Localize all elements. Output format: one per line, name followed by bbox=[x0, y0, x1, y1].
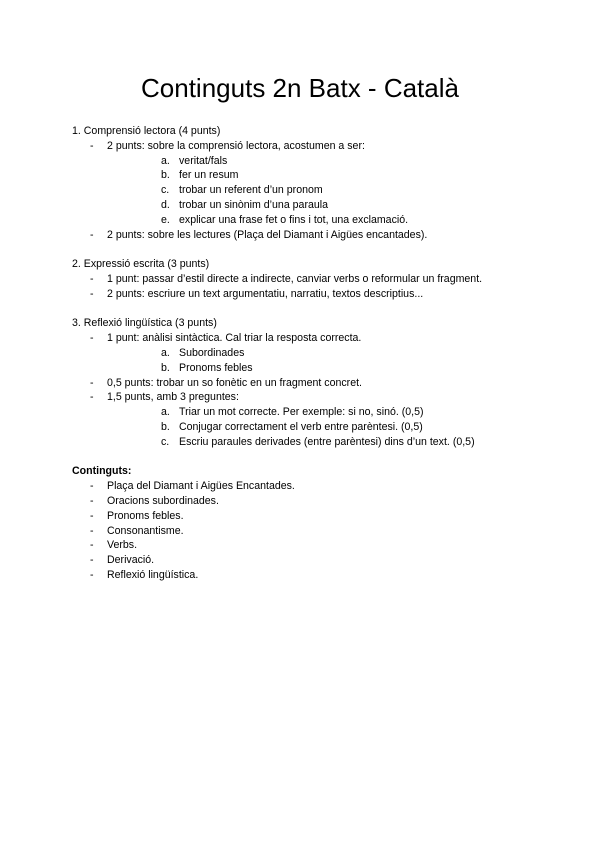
list-item bbox=[72, 509, 542, 524]
dash-bullet: - bbox=[90, 554, 94, 567]
dash-list bbox=[72, 139, 542, 243]
section-comprensio-lectora bbox=[72, 124, 542, 242]
list-item-text: Derivació. bbox=[107, 554, 155, 567]
dash-bullet: - bbox=[90, 376, 94, 389]
list-item-text: Pronoms febles. bbox=[107, 509, 184, 522]
list-item-text: 2 punts: sobre la comprensió lectora, acostumen a ser: bbox=[107, 139, 365, 152]
dash-bullet: - bbox=[90, 524, 94, 537]
dash-list bbox=[72, 479, 542, 583]
sub-list-item bbox=[107, 346, 542, 361]
list-item-text: 2 punts: escriure un text argumentatiu, narratiu, textos descriptius... bbox=[107, 287, 424, 300]
list-item bbox=[72, 139, 542, 228]
sub-list bbox=[107, 154, 542, 228]
document-body bbox=[72, 124, 542, 598]
dash-bullet: - bbox=[90, 332, 94, 345]
sub-list-item bbox=[107, 420, 542, 435]
list-item bbox=[72, 524, 542, 539]
sub-list-text: Subordinades bbox=[179, 346, 245, 359]
list-item bbox=[72, 287, 542, 302]
sub-list-text: fer un resum bbox=[179, 169, 239, 182]
sub-list-text: veritat/fals bbox=[179, 154, 228, 167]
dash-bullet: - bbox=[90, 287, 94, 300]
section-heading: 2. Expressió escrita (3 punts) bbox=[72, 258, 210, 271]
list-item bbox=[72, 272, 542, 287]
sub-list-marker: e. bbox=[161, 213, 170, 226]
sub-list-marker: b. bbox=[161, 169, 170, 182]
dash-bullet: - bbox=[90, 272, 94, 285]
list-item-text: 2 punts: sobre les lectures (Plaça del Diamant i Aigües encantades). bbox=[107, 228, 428, 241]
list-item-text: 1,5 punts, amb 3 preguntes: bbox=[107, 391, 239, 404]
list-item-text: Plaça del Diamant i Aigües Encantades. bbox=[107, 480, 295, 493]
sub-list-item bbox=[107, 168, 542, 183]
sub-list-item bbox=[107, 435, 542, 450]
list-item-text: 0,5 punts: trobar un so fonètic en un fragment concret. bbox=[107, 376, 362, 389]
list-item-text: Verbs. bbox=[107, 539, 138, 552]
sub-list-item bbox=[107, 405, 542, 420]
list-item-text: Consonantisme. bbox=[107, 524, 184, 537]
dash-bullet: - bbox=[90, 391, 94, 404]
sub-list-text: Conjugar correctament el verb entre parèntesi. (0,5) bbox=[179, 420, 423, 433]
dash-bullet: - bbox=[90, 539, 94, 552]
sub-list-marker: a. bbox=[161, 154, 170, 167]
dash-bullet: - bbox=[90, 509, 94, 522]
dash-bullet: - bbox=[90, 228, 94, 241]
sub-list-marker: b. bbox=[161, 361, 170, 374]
list-item bbox=[72, 553, 542, 568]
sub-list-item bbox=[107, 213, 542, 228]
section-continguts bbox=[72, 464, 542, 582]
sub-list-text: explicar una frase fet o fins i tot, una exclamació. bbox=[179, 213, 409, 226]
list-item bbox=[72, 228, 542, 243]
sub-list-text: Triar un mot correcte. Per exemple: si no, sinó. (0,5) bbox=[179, 406, 424, 419]
list-item bbox=[72, 331, 542, 375]
sub-list-marker: c. bbox=[161, 435, 170, 448]
section-heading: 1. Comprensió lectora (4 punts) bbox=[72, 125, 221, 137]
dash-bullet: - bbox=[90, 139, 94, 152]
sub-list-marker: d. bbox=[161, 198, 170, 211]
dash-bullet: - bbox=[90, 480, 94, 493]
dash-list bbox=[72, 331, 542, 449]
dash-bullet: - bbox=[90, 494, 94, 507]
sub-list-marker: a. bbox=[161, 346, 170, 359]
sub-list-marker: c. bbox=[161, 184, 170, 197]
list-item bbox=[72, 390, 542, 449]
sub-list bbox=[107, 346, 542, 376]
sub-list-text: trobar un sinònim d’una paraula bbox=[179, 198, 328, 211]
list-item bbox=[72, 479, 542, 494]
section-heading: 3. Reflexió lingüística (3 punts) bbox=[72, 317, 217, 330]
list-item-text: Reflexió lingüística. bbox=[107, 568, 199, 581]
page-title: Continguts 2n Batx - Català bbox=[141, 73, 459, 103]
list-item bbox=[72, 538, 542, 553]
sub-list-item bbox=[107, 361, 542, 376]
section-reflexio-linguistica bbox=[72, 316, 542, 449]
list-item bbox=[72, 568, 542, 583]
sub-list-item bbox=[107, 154, 542, 169]
list-item bbox=[72, 376, 542, 391]
dash-list bbox=[72, 272, 542, 302]
list-item-text: Oracions subordinades. bbox=[107, 494, 219, 507]
sub-list-text: trobar un referent d’un pronom bbox=[179, 184, 323, 197]
list-item bbox=[72, 494, 542, 509]
sub-list-text: Escriu paraules derivades (entre parèntesi) dins d’un text. (0,5) bbox=[179, 435, 475, 448]
sub-list-item bbox=[107, 198, 542, 213]
list-item-text: 1 punt: passar d’estil directe a indirecte, canviar verbs o reformular un fragment. bbox=[107, 272, 483, 285]
sub-list-item bbox=[107, 183, 542, 198]
sub-list bbox=[107, 405, 542, 449]
list-item-text: 1 punt: anàlisi sintàctica. Cal triar la resposta correcta. bbox=[107, 332, 362, 345]
section-expressio-escrita bbox=[72, 257, 542, 301]
sub-list-marker: a. bbox=[161, 406, 170, 419]
sub-list-marker: b. bbox=[161, 420, 170, 433]
section-heading: Continguts: bbox=[72, 465, 132, 478]
sub-list-text: Pronoms febles bbox=[179, 361, 253, 374]
dash-bullet: - bbox=[90, 568, 94, 581]
